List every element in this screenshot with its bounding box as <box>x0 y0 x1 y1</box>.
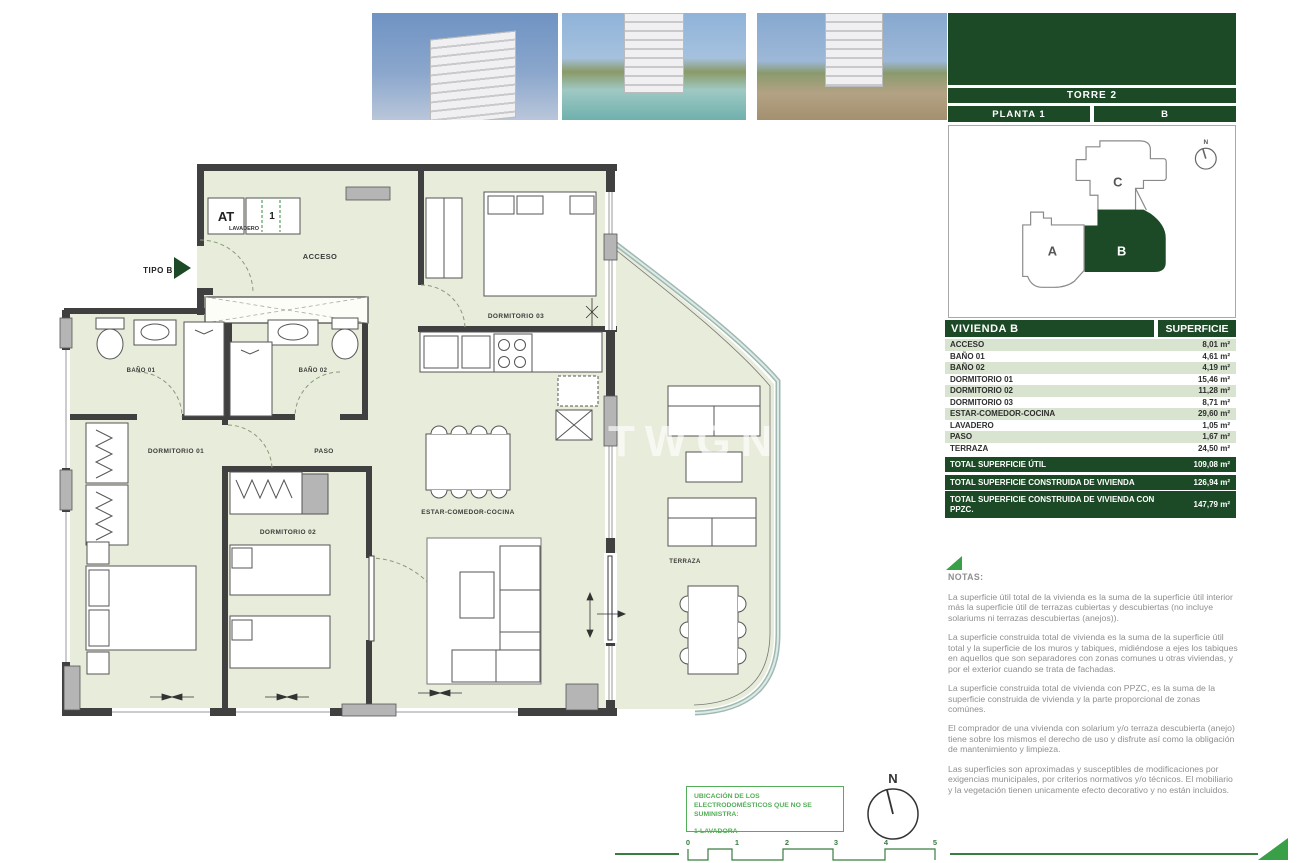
table-row: BAÑO 02 4,19 m² <box>945 362 1236 374</box>
scale-tick: 3 <box>833 838 839 847</box>
note-paragraph: La superficie construida total de vivienda con PPZC, es la suma de la superficie construida de vivienda y la parte proporcional de zonas comúnes. <box>948 683 1216 714</box>
tipo-b-arrow-icon <box>174 257 191 279</box>
label-dormitorio-02: DORMITORIO 02 <box>259 529 317 536</box>
compass-icon <box>858 770 928 844</box>
unit-label: B <box>1094 106 1236 122</box>
table-row: TERRAZA 24,50 m² <box>945 443 1236 455</box>
scale-tick: 0 <box>685 838 691 847</box>
tower-b-shape <box>1085 210 1165 271</box>
dorm02-door-leaf <box>369 556 374 641</box>
planta-label: PLANTA 1 <box>948 106 1090 122</box>
floor-plan <box>50 155 800 735</box>
table-row: ACCESO 8,01 m² <box>945 339 1236 351</box>
table-row: DORMITORIO 01 15,46 m² <box>945 374 1236 386</box>
legend-line1: UBICACIÓN DE LOS ELECTRODOMÉSTICOS QUE NO SE SUMINISTRA: <box>694 793 812 819</box>
table-row: DORMITORIO 02 11,28 m² <box>945 385 1236 397</box>
watermark: TWGN <box>608 417 783 466</box>
scale-tick: 2 <box>784 838 790 847</box>
scale-tick: 1 <box>734 838 740 847</box>
tower-render <box>825 13 883 87</box>
note-paragraph: La superficie útil total de la vivienda es la suma de la superficie útil interior más la superficie útil de terrazas cubiertas y descubiertas (no incluye solariums ni terrazas descubiertas (anejos)). <box>948 592 1233 623</box>
note-paragraph: El comprador de una vivienda con solarium y/o terraza descubierta (anejo) tiene sobre los mismos el derecho de uso y disfrute así como la obligación de mantenimiento y limpieza. <box>948 723 1235 755</box>
label-bano-02: BAÑO 02 <box>298 368 328 374</box>
label-acceso: ACCESO <box>302 252 338 261</box>
keyplan-north-icon <box>1195 139 1216 169</box>
torre-title: TORRE 2 <box>948 88 1236 103</box>
label-lavadero: LAVADERO <box>228 226 260 232</box>
table-title: VIVIENDA B <box>945 320 1154 337</box>
note-paragraph: La superficie construida total de vivienda es la suma de la superficie útil total y la superficie de los muros y tabiques, midiéndose a ejes los tabiques en aquellos que son separadores con zonas comunes u otras viviendas, y por el exterior cuando se trata de fachadas. <box>948 632 1238 674</box>
header-green-block <box>948 13 1236 85</box>
notes-corner-triangle-icon <box>946 556 962 570</box>
scale-tick: 5 <box>932 838 938 847</box>
appliance-legend <box>686 786 844 835</box>
notes-title: NOTAS: <box>948 572 984 582</box>
keyplan-label-c: C <box>1113 174 1123 190</box>
footer-green-line <box>950 853 1258 855</box>
table-column-header: SUPERFICIE <box>1158 320 1236 337</box>
label-tipo-b: TIPO B <box>143 266 173 275</box>
label-at: AT <box>217 209 235 224</box>
total-construida-ppzc-row: TOTAL SUPERFICIE CONSTRUIDA DE VIVIENDA CON PPZC. 147,79 m² <box>945 491 1236 518</box>
key-plan <box>948 125 1236 318</box>
label-dormitorio-01: DORMITORIO 01 <box>147 448 205 455</box>
table-row: DORMITORIO 03 8,71 m² <box>945 397 1236 409</box>
terrace-slider-leaf <box>608 556 612 640</box>
notes-block <box>948 572 1238 804</box>
surface-table <box>945 320 1236 518</box>
total-util-row: TOTAL SUPERFICIE ÚTIL 109,08 m² <box>945 457 1236 472</box>
key-plan-svg <box>949 126 1235 317</box>
scale-bar <box>650 834 960 862</box>
label-estar: ESTAR-COMEDOR-COCINA <box>421 509 515 516</box>
photo-pool-view <box>562 13 746 120</box>
total-construida-row: TOTAL SUPERFICIE CONSTRUIDA DE VIVIENDA 126,94 m² <box>945 475 1236 490</box>
keyplan-label-a: A <box>1047 243 1058 259</box>
note-paragraph: Las superficies son aproximadas y susceptibles de modificaciones por exigencias municipales, por criterios normativos y/o técnicos. El mobiliario y la vegetación tienen unicamente efecto decorativo y no están incluidos. <box>948 763 1233 795</box>
label-paso: PASO <box>314 448 334 455</box>
svg-text:N: N <box>888 771 898 786</box>
svg-text:N: N <box>1203 138 1209 146</box>
legend-line2: 1-LAVADORA <box>694 827 738 835</box>
keyplan-label-b: B <box>1117 243 1127 259</box>
table-row: BAÑO 01 4,61 m² <box>945 351 1236 363</box>
tower-render <box>430 30 516 120</box>
label-bano-01: BAÑO 01 <box>126 368 156 374</box>
table-row: LAVADERO 1,05 m² <box>945 420 1236 432</box>
label-appliance-1: 1 <box>269 211 275 222</box>
table-row: ESTAR-COMEDOR-COCINA 29,60 m² <box>945 408 1236 420</box>
label-dormitorio-03: DORMITORIO 03 <box>487 313 545 320</box>
surface-table-header <box>945 320 1236 337</box>
photo-tower-closeup <box>372 13 558 120</box>
scale-tick: 4 <box>883 838 889 847</box>
table-row: PASO 1,67 m² <box>945 431 1236 443</box>
label-terraza: TERRAZA <box>669 559 701 565</box>
photo-walkway-view <box>757 13 947 120</box>
tower-render <box>624 13 684 93</box>
surface-table-body <box>945 339 1236 454</box>
footer-corner-triangle-icon <box>1258 838 1288 860</box>
